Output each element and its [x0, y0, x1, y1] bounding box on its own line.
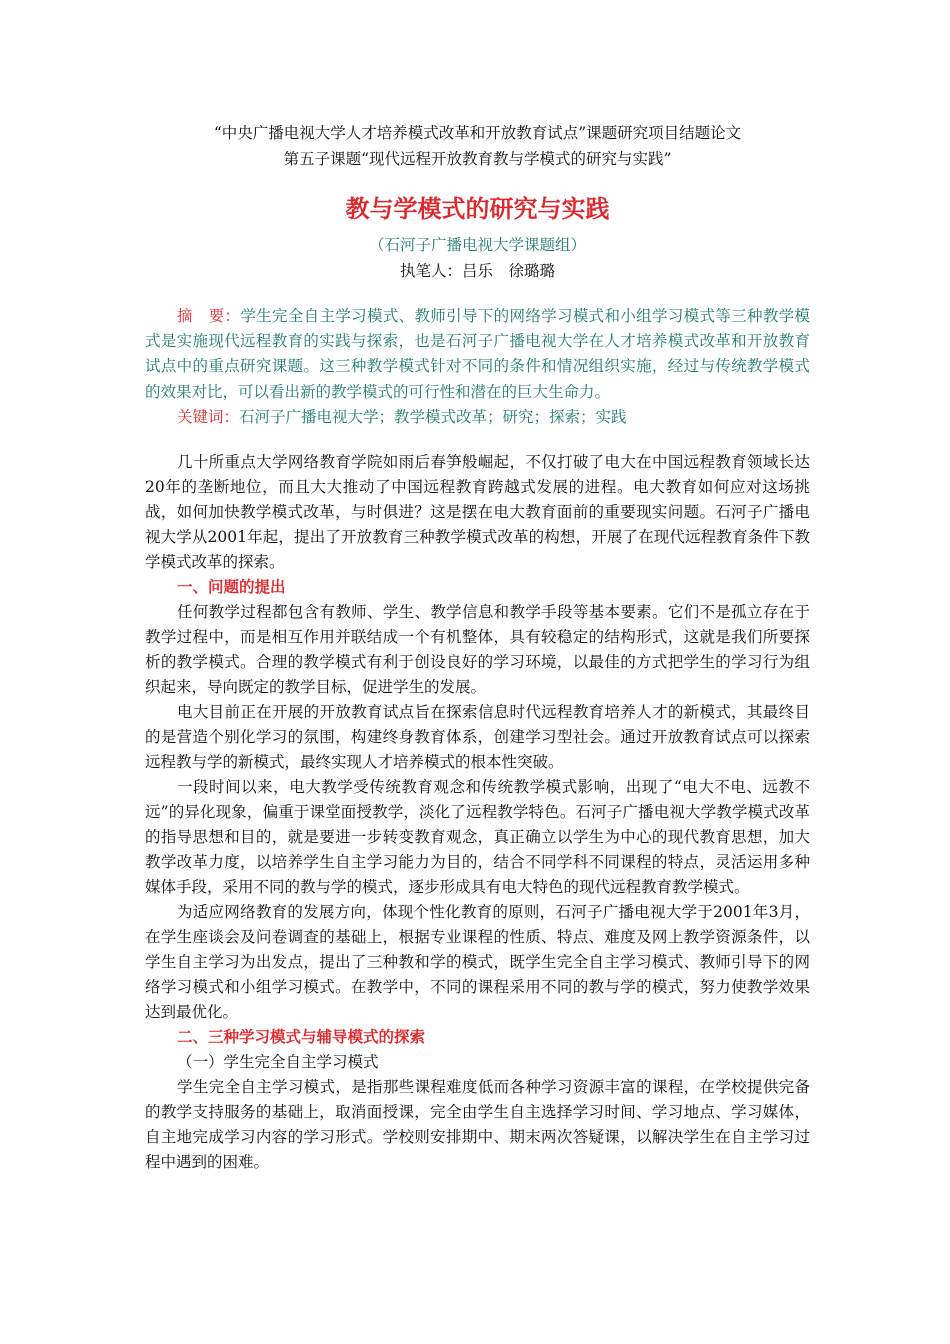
document-content: [145, 120, 810, 1175]
document-title: 教与学模式的研究与实践: [345, 195, 610, 223]
section1-paragraph-2: 电大目前正在开展的开放教育试点旨在探索信息时代远程教育培养人才的新模式，其最终目的是营造个别化学习的氛围，构建终身教育体系，创建学习型社会。通过开放教育试点可以探索远程教与学的新模式，最终实现人才培养模式的根本性突破。: [145, 703, 810, 772]
body-text: [145, 450, 810, 1175]
intro-paragraph: 几十所重点大学网络教育学院如雨后春笋般崛起，不仅打破了电大在中国远程教育领域长达20年的垄断地位，而且大大推动了中国远程教育跨越式发展的进程。电大教育如何应对这场挑战，如何加快教学模式改革，与时俱进？这是摆在电大教育面前的重要现实问题。石河子广播电视大学从2001年起，提出了开放教育三种教学模式改革的构想，开展了在现代远程教育条件下教学模式改革的探索。: [145, 453, 810, 572]
subsection-heading-1: （一）学生完全自主学习模式: [177, 1053, 379, 1072]
section1-paragraph-3: 一段时间以来，电大教学受传统教育观念和传统教学模式影响，出现了“电大不电、远教不远”的异化现象，偏重于课堂面授教学，淡化了远程教学特色。石河子广播电视大学教学模式改革的指导思想和目的，就是要进一步转变教育观念，真正确立以学生为中心的现代教育思想，加大教学改革力度，以培养学生自主学习能力为目的，结合不同学科不同课程的特点，灵活运用多种媒体手段，采用不同的教与学的模式，逐步形成具有电大特色的现代远程教育教学模式。: [145, 778, 810, 897]
section-heading-2: 二、三种学习模式与辅导模式的探索: [177, 1028, 426, 1047]
section1-paragraph-4: 为适应网络教育的发展方向，体现个性化教育的原则，石河子广播电视大学于2001年3月，在学生座谈会及问卷调查的基础上，根据专业课程的性质、特点、难度及网上教学资源条件，以学生自主学习为出发点，提出了三种教和学的模式，既学生完全自主学习模式、教师引导下的网络学习模式和小组学习模式。在教学中，不同的课程采用不同的教与学的模式，努力使教学效果达到最优化。: [145, 903, 810, 1022]
project-header-line-2: 第五子课题“现代远程开放教育教与学模式的研究与实践”: [283, 150, 672, 168]
author-line: 执笔人：吕乐 徐璐璐: [399, 262, 555, 280]
keywords-label: 关键词：: [177, 407, 240, 426]
keywords: [145, 405, 810, 430]
section2-paragraph-1: 学生完全自主学习模式，是指那些课程难度低而各种学习资源丰富的课程，在学校提供完备的教学支持服务的基础上，取消面授课，完全由学生自主选择学习时间、学习地点、学习媒体，自主地完成学习内容的学习形式。学校则安排期中、期末两次答疑课，以解决学生在自主学习过程中遇到的困难。: [145, 1078, 810, 1172]
keywords-text: 石河子广播电视大学；教学模式改革；研究；探索；实践: [239, 407, 627, 426]
project-header-line-1: “中央广播电视大学人才培养模式改革和开放教育试点”课题研究项目结题论文: [213, 124, 742, 142]
organization-line: （石河子广播电视大学课题组）: [368, 236, 586, 254]
abstract-label: 摘 要：: [177, 307, 241, 325]
abstract: [145, 304, 810, 405]
abstract-text: 学生完全自主学习模式、教师引导下的网络学习模式和小组学习模式等三种教学模式是实施现代远程教育的实践与探索，也是石河子广播电视大学在人才培养模式改革和开放教育试点中的重点研究课题。这三种教学模式针对不同的条件和情况组织实施，经过与传统教学模式的效果对比，可以看出新的教学模式的可行性和潜在的巨大生命力。: [145, 307, 810, 401]
section1-paragraph-1: 任何教学过程都包含有教师、学生、教学信息和教学手段等基本要素。它们不是孤立存在于教学过程中，而是相互作用并联结成一个有机整体，具有较稳定的结构形式，这就是我们所要探析的教学模式。合理的教学模式有利于创设良好的学习环境，以最佳的方式把学生的学习行为组织起来，导向既定的教学目标，促进学生的发展。: [145, 603, 810, 697]
section-heading-1: 一、问题的提出: [177, 578, 286, 597]
